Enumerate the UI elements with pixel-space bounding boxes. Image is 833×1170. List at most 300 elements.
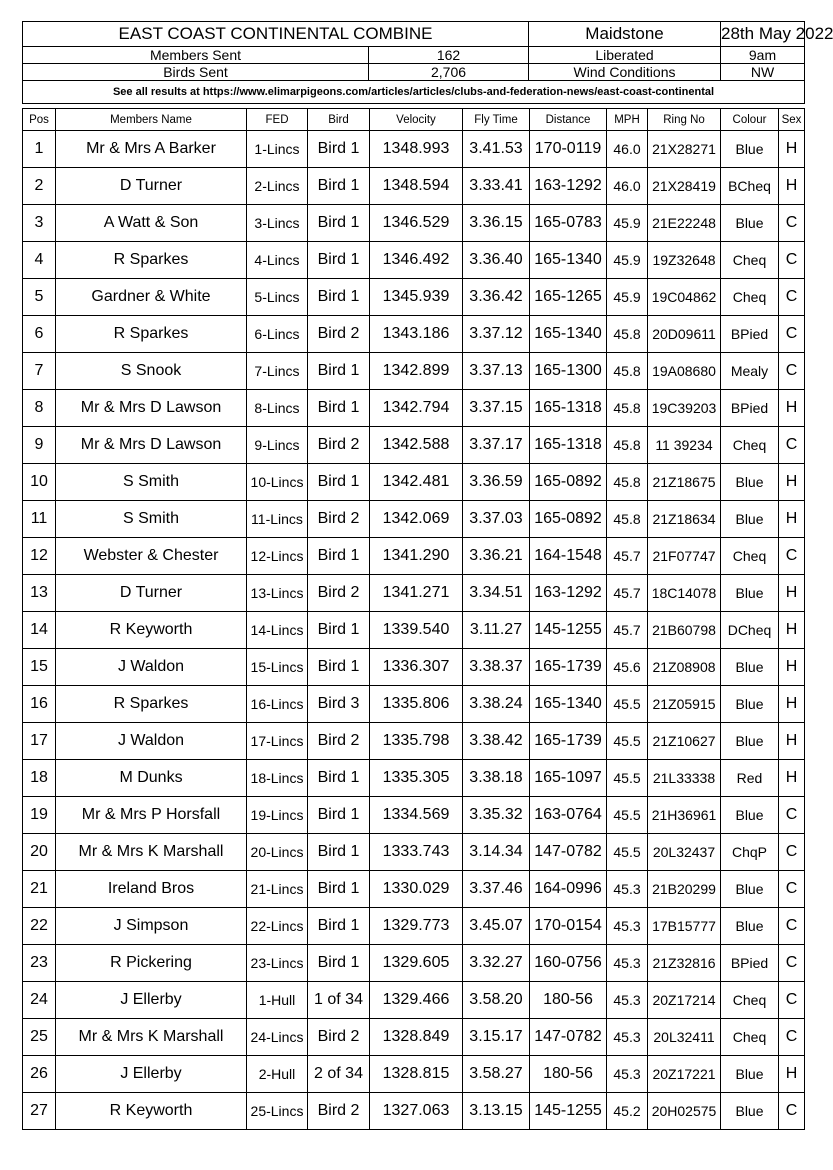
cell-fly-time: 3.38.18 <box>463 760 530 797</box>
cell-fly-time: 3.36.21 <box>463 538 530 575</box>
cell-pos: 14 <box>23 612 56 649</box>
cell-fed: 14-Lincs <box>247 612 308 649</box>
cell-fed: 23-Lincs <box>247 945 308 982</box>
cell-distance: 165-1300 <box>530 353 607 390</box>
cell-mph: 45.7 <box>607 612 648 649</box>
cell-fed: 7-Lincs <box>247 353 308 390</box>
cell-distance: 165-0892 <box>530 501 607 538</box>
cell-pos: 15 <box>23 649 56 686</box>
cell-colour: Red <box>721 760 779 797</box>
cell-bird: 1 of 34 <box>308 982 370 1019</box>
cell-members-name: R Sparkes <box>56 242 247 279</box>
column-header-pos: Pos <box>23 109 56 131</box>
cell-mph: 46.0 <box>607 131 648 168</box>
cell-velocity: 1339.540 <box>370 612 463 649</box>
cell-sex: H <box>779 723 805 760</box>
cell-fly-time: 3.37.15 <box>463 390 530 427</box>
cell-members-name: Mr & Mrs D Lawson <box>56 390 247 427</box>
cell-distance: 163-0764 <box>530 797 607 834</box>
cell-pos: 13 <box>23 575 56 612</box>
cell-velocity: 1334.569 <box>370 797 463 834</box>
members-sent-label: Members Sent <box>23 47 369 64</box>
cell-velocity: 1345.939 <box>370 279 463 316</box>
cell-ring-no: 21F07747 <box>648 538 721 575</box>
cell-distance: 165-1265 <box>530 279 607 316</box>
cell-bird: 2 of 34 <box>308 1056 370 1093</box>
cell-fed: 5-Lincs <box>247 279 308 316</box>
cell-colour: Blue <box>721 1093 779 1130</box>
cell-members-name: J Waldon <box>56 649 247 686</box>
cell-bird: Bird 2 <box>308 316 370 353</box>
combine-title: EAST COAST CONTINENTAL COMBINE <box>23 22 529 47</box>
cell-members-name: S Snook <box>56 353 247 390</box>
cell-bird: Bird 1 <box>308 353 370 390</box>
cell-bird: Bird 1 <box>308 797 370 834</box>
cell-bird: Bird 1 <box>308 649 370 686</box>
cell-fly-time: 3.32.27 <box>463 945 530 982</box>
cell-pos: 18 <box>23 760 56 797</box>
cell-pos: 10 <box>23 464 56 501</box>
cell-distance: 180-56 <box>530 982 607 1019</box>
table-row <box>23 464 805 501</box>
cell-ring-no: 21B60798 <box>648 612 721 649</box>
cell-sex: H <box>779 686 805 723</box>
cell-ring-no: 17B15777 <box>648 908 721 945</box>
cell-mph: 45.5 <box>607 723 648 760</box>
cell-distance: 160-0756 <box>530 945 607 982</box>
cell-ring-no: 19A08680 <box>648 353 721 390</box>
cell-members-name: R Keyworth <box>56 1093 247 1130</box>
cell-colour: DCheq <box>721 612 779 649</box>
cell-distance: 165-1340 <box>530 316 607 353</box>
cell-distance: 147-0782 <box>530 1019 607 1056</box>
column-header-members-name: Members Name <box>56 109 247 131</box>
cell-sex: C <box>779 908 805 945</box>
cell-ring-no: 20L32411 <box>648 1019 721 1056</box>
cell-sex: C <box>779 1019 805 1056</box>
cell-fly-time: 3.34.51 <box>463 575 530 612</box>
cell-colour: Blue <box>721 501 779 538</box>
cell-fly-time: 3.37.46 <box>463 871 530 908</box>
table-row <box>23 797 805 834</box>
cell-mph: 45.9 <box>607 279 648 316</box>
cell-bird: Bird 1 <box>308 908 370 945</box>
cell-fly-time: 3.36.42 <box>463 279 530 316</box>
cell-members-name: J Simpson <box>56 908 247 945</box>
cell-colour: Cheq <box>721 538 779 575</box>
cell-velocity: 1336.307 <box>370 649 463 686</box>
cell-velocity: 1342.899 <box>370 353 463 390</box>
table-row <box>23 316 805 353</box>
cell-sex: C <box>779 797 805 834</box>
cell-fly-time: 3.11.27 <box>463 612 530 649</box>
cell-velocity: 1329.466 <box>370 982 463 1019</box>
cell-members-name: J Ellerby <box>56 1056 247 1093</box>
cell-velocity: 1329.773 <box>370 908 463 945</box>
cell-bird: Bird 1 <box>308 538 370 575</box>
cell-fly-time: 3.38.42 <box>463 723 530 760</box>
table-row <box>23 760 805 797</box>
cell-ring-no: 20D09611 <box>648 316 721 353</box>
cell-fed: 22-Lincs <box>247 908 308 945</box>
cell-pos: 7 <box>23 353 56 390</box>
cell-ring-no: 21Z18634 <box>648 501 721 538</box>
cell-sex: C <box>779 242 805 279</box>
liberated-value: 9am <box>721 47 805 64</box>
cell-fly-time: 3.37.13 <box>463 353 530 390</box>
cell-pos: 19 <box>23 797 56 834</box>
cell-fed: 24-Lincs <box>247 1019 308 1056</box>
table-row <box>23 427 805 464</box>
cell-distance: 165-1739 <box>530 723 607 760</box>
cell-fly-time: 3.36.59 <box>463 464 530 501</box>
cell-fly-time: 3.58.20 <box>463 982 530 1019</box>
table-row <box>23 723 805 760</box>
cell-members-name: Mr & Mrs A Barker <box>56 131 247 168</box>
cell-fly-time: 3.58.27 <box>463 1056 530 1093</box>
table-row <box>23 871 805 908</box>
cell-members-name: Ireland Bros <box>56 871 247 908</box>
cell-sex: H <box>779 760 805 797</box>
cell-sex: H <box>779 649 805 686</box>
column-header-distance: Distance <box>530 109 607 131</box>
cell-sex: C <box>779 205 805 242</box>
column-header-ring-no: Ring No <box>648 109 721 131</box>
cell-pos: 22 <box>23 908 56 945</box>
cell-bird: Bird 1 <box>308 390 370 427</box>
cell-fly-time: 3.15.17 <box>463 1019 530 1056</box>
wind-conditions-label: Wind Conditions <box>529 64 721 81</box>
table-row <box>23 205 805 242</box>
cell-bird: Bird 1 <box>308 834 370 871</box>
cell-velocity: 1341.290 <box>370 538 463 575</box>
cell-mph: 45.5 <box>607 686 648 723</box>
cell-velocity: 1341.271 <box>370 575 463 612</box>
cell-bird: Bird 2 <box>308 723 370 760</box>
cell-fed: 6-Lincs <box>247 316 308 353</box>
race-header-table <box>22 21 833 104</box>
table-row <box>23 1019 805 1056</box>
cell-velocity: 1346.529 <box>370 205 463 242</box>
cell-fly-time: 3.14.34 <box>463 834 530 871</box>
cell-velocity: 1342.588 <box>370 427 463 464</box>
cell-sex: C <box>779 538 805 575</box>
cell-fed: 15-Lincs <box>247 649 308 686</box>
cell-fly-time: 3.36.15 <box>463 205 530 242</box>
cell-pos: 6 <box>23 316 56 353</box>
cell-colour: ChqP <box>721 834 779 871</box>
cell-velocity: 1348.993 <box>370 131 463 168</box>
cell-ring-no: 21Z18675 <box>648 464 721 501</box>
cell-mph: 45.2 <box>607 1093 648 1130</box>
results-link-text: See all results at https://www.elimarpigeons.com/articles/articles/clubs-and-federation-news/east-coast-continental <box>23 81 805 104</box>
cell-ring-no: 19C39203 <box>648 390 721 427</box>
cell-bird: Bird 1 <box>308 279 370 316</box>
cell-pos: 27 <box>23 1093 56 1130</box>
cell-distance: 165-0783 <box>530 205 607 242</box>
race-date: 28th May 2022 <box>721 22 805 47</box>
cell-bird: Bird 3 <box>308 686 370 723</box>
cell-colour: BPied <box>721 945 779 982</box>
table-row <box>23 686 805 723</box>
cell-distance: 145-1255 <box>530 612 607 649</box>
cell-distance: 164-1548 <box>530 538 607 575</box>
table-row <box>23 834 805 871</box>
cell-distance: 165-1340 <box>530 242 607 279</box>
cell-bird: Bird 1 <box>308 464 370 501</box>
cell-bird: Bird 2 <box>308 501 370 538</box>
cell-fed: 13-Lincs <box>247 575 308 612</box>
cell-pos: 1 <box>23 131 56 168</box>
cell-colour: BPied <box>721 390 779 427</box>
cell-colour: Blue <box>721 908 779 945</box>
cell-sex: H <box>779 612 805 649</box>
cell-fly-time: 3.37.12 <box>463 316 530 353</box>
cell-sex: C <box>779 871 805 908</box>
cell-bird: Bird 2 <box>308 1019 370 1056</box>
cell-mph: 45.8 <box>607 464 648 501</box>
cell-velocity: 1330.029 <box>370 871 463 908</box>
cell-fly-time: 3.37.17 <box>463 427 530 464</box>
cell-bird: Bird 2 <box>308 575 370 612</box>
cell-members-name: J Waldon <box>56 723 247 760</box>
table-row <box>23 1093 805 1130</box>
cell-pos: 9 <box>23 427 56 464</box>
column-header-fed: FED <box>247 109 308 131</box>
cell-ring-no: 20H02575 <box>648 1093 721 1130</box>
cell-fed: 18-Lincs <box>247 760 308 797</box>
cell-distance: 165-0892 <box>530 464 607 501</box>
cell-colour: Cheq <box>721 242 779 279</box>
cell-ring-no: 19Z32648 <box>648 242 721 279</box>
cell-mph: 45.3 <box>607 871 648 908</box>
cell-sex: H <box>779 131 805 168</box>
cell-members-name: M Dunks <box>56 760 247 797</box>
table-row <box>23 279 805 316</box>
cell-members-name: S Smith <box>56 501 247 538</box>
cell-ring-no: 20L32437 <box>648 834 721 871</box>
cell-pos: 5 <box>23 279 56 316</box>
cell-mph: 45.5 <box>607 797 648 834</box>
cell-members-name: J Ellerby <box>56 982 247 1019</box>
cell-distance: 165-1097 <box>530 760 607 797</box>
cell-sex: C <box>779 1093 805 1130</box>
table-row <box>23 353 805 390</box>
cell-fly-time: 3.33.41 <box>463 168 530 205</box>
table-row <box>23 908 805 945</box>
cell-mph: 45.7 <box>607 538 648 575</box>
column-header-mph: MPH <box>607 109 648 131</box>
cell-bird: Bird 1 <box>308 168 370 205</box>
table-row <box>23 1056 805 1093</box>
cell-ring-no: 21B20299 <box>648 871 721 908</box>
cell-ring-no: 21Z08908 <box>648 649 721 686</box>
cell-fed: 21-Lincs <box>247 871 308 908</box>
cell-pos: 12 <box>23 538 56 575</box>
table-row <box>23 242 805 279</box>
cell-sex: H <box>779 168 805 205</box>
cell-fed: 25-Lincs <box>247 1093 308 1130</box>
members-sent-value: 162 <box>369 47 529 64</box>
table-row <box>23 390 805 427</box>
cell-colour: Cheq <box>721 427 779 464</box>
cell-mph: 45.8 <box>607 353 648 390</box>
cell-bird: Bird 1 <box>308 871 370 908</box>
liberated-label: Liberated <box>529 47 721 64</box>
cell-fed: 1-Lincs <box>247 131 308 168</box>
birds-sent-value: 2,706 <box>369 64 529 81</box>
cell-fed: 4-Lincs <box>247 242 308 279</box>
cell-members-name: Mr & Mrs K Marshall <box>56 1019 247 1056</box>
cell-sex: H <box>779 501 805 538</box>
table-row <box>23 168 805 205</box>
cell-pos: 11 <box>23 501 56 538</box>
cell-fly-time: 3.36.40 <box>463 242 530 279</box>
cell-distance: 170-0119 <box>530 131 607 168</box>
cell-members-name: Webster & Chester <box>56 538 247 575</box>
cell-pos: 3 <box>23 205 56 242</box>
cell-velocity: 1327.063 <box>370 1093 463 1130</box>
cell-pos: 26 <box>23 1056 56 1093</box>
cell-ring-no: 21H36961 <box>648 797 721 834</box>
cell-colour: Blue <box>721 131 779 168</box>
cell-members-name: D Turner <box>56 575 247 612</box>
cell-mph: 45.9 <box>607 242 648 279</box>
cell-mph: 45.8 <box>607 427 648 464</box>
table-row <box>23 538 805 575</box>
cell-pos: 24 <box>23 982 56 1019</box>
cell-distance: 147-0782 <box>530 834 607 871</box>
cell-distance: 165-1340 <box>530 686 607 723</box>
cell-sex: C <box>779 945 805 982</box>
cell-colour: Blue <box>721 1056 779 1093</box>
wind-conditions-value: NW <box>721 64 805 81</box>
cell-pos: 21 <box>23 871 56 908</box>
cell-ring-no: 21X28271 <box>648 131 721 168</box>
cell-pos: 23 <box>23 945 56 982</box>
cell-velocity: 1335.806 <box>370 686 463 723</box>
cell-mph: 45.5 <box>607 834 648 871</box>
column-header-sex: Sex <box>779 109 805 131</box>
cell-velocity: 1328.815 <box>370 1056 463 1093</box>
cell-members-name: R Keyworth <box>56 612 247 649</box>
cell-members-name: A Watt & Son <box>56 205 247 242</box>
cell-fed: 20-Lincs <box>247 834 308 871</box>
cell-distance: 165-1739 <box>530 649 607 686</box>
cell-colour: BPied <box>721 316 779 353</box>
table-row <box>23 649 805 686</box>
cell-mph: 45.3 <box>607 982 648 1019</box>
cell-fed: 8-Lincs <box>247 390 308 427</box>
cell-pos: 20 <box>23 834 56 871</box>
cell-colour: Blue <box>721 797 779 834</box>
cell-velocity: 1342.069 <box>370 501 463 538</box>
cell-colour: BCheq <box>721 168 779 205</box>
cell-ring-no: 11 39234 <box>648 427 721 464</box>
cell-fly-time: 3.37.03 <box>463 501 530 538</box>
cell-members-name: D Turner <box>56 168 247 205</box>
cell-fly-time: 3.38.24 <box>463 686 530 723</box>
cell-fed: 17-Lincs <box>247 723 308 760</box>
cell-fly-time: 3.38.37 <box>463 649 530 686</box>
cell-ring-no: 21X28419 <box>648 168 721 205</box>
cell-sex: H <box>779 575 805 612</box>
cell-pos: 17 <box>23 723 56 760</box>
cell-ring-no: 18C14078 <box>648 575 721 612</box>
cell-velocity: 1346.492 <box>370 242 463 279</box>
column-header-colour: Colour <box>721 109 779 131</box>
cell-distance: 165-1318 <box>530 427 607 464</box>
cell-velocity: 1335.798 <box>370 723 463 760</box>
cell-fly-time: 3.41.53 <box>463 131 530 168</box>
cell-ring-no: 19C04862 <box>648 279 721 316</box>
cell-sex: C <box>779 834 805 871</box>
cell-sex: H <box>779 1056 805 1093</box>
cell-ring-no: 21L33338 <box>648 760 721 797</box>
cell-fed: 11-Lincs <box>247 501 308 538</box>
cell-colour: Cheq <box>721 982 779 1019</box>
cell-members-name: Mr & Mrs K Marshall <box>56 834 247 871</box>
cell-mph: 45.8 <box>607 501 648 538</box>
cell-velocity: 1342.794 <box>370 390 463 427</box>
cell-colour: Cheq <box>721 279 779 316</box>
cell-velocity: 1329.605 <box>370 945 463 982</box>
cell-fed: 1-Hull <box>247 982 308 1019</box>
cell-fly-time: 3.45.07 <box>463 908 530 945</box>
cell-sex: C <box>779 427 805 464</box>
cell-mph: 45.3 <box>607 1019 648 1056</box>
cell-members-name: R Sparkes <box>56 686 247 723</box>
cell-ring-no: 21Z05915 <box>648 686 721 723</box>
cell-bird: Bird 1 <box>308 760 370 797</box>
table-row <box>23 575 805 612</box>
cell-velocity: 1343.186 <box>370 316 463 353</box>
cell-fed: 9-Lincs <box>247 427 308 464</box>
cell-bird: Bird 1 <box>308 205 370 242</box>
column-header-bird: Bird <box>308 109 370 131</box>
cell-pos: 8 <box>23 390 56 427</box>
table-row <box>23 131 805 168</box>
cell-fed: 10-Lincs <box>247 464 308 501</box>
cell-fed: 12-Lincs <box>247 538 308 575</box>
cell-fed: 2-Hull <box>247 1056 308 1093</box>
cell-ring-no: 21Z32816 <box>648 945 721 982</box>
cell-sex: C <box>779 279 805 316</box>
cell-fed: 16-Lincs <box>247 686 308 723</box>
cell-colour: Blue <box>721 575 779 612</box>
cell-distance: 145-1255 <box>530 1093 607 1130</box>
cell-colour: Blue <box>721 686 779 723</box>
cell-sex: H <box>779 464 805 501</box>
cell-sex: H <box>779 390 805 427</box>
cell-mph: 45.3 <box>607 945 648 982</box>
cell-pos: 16 <box>23 686 56 723</box>
cell-velocity: 1328.849 <box>370 1019 463 1056</box>
cell-fed: 3-Lincs <box>247 205 308 242</box>
cell-pos: 4 <box>23 242 56 279</box>
cell-velocity: 1335.305 <box>370 760 463 797</box>
table-row <box>23 501 805 538</box>
cell-colour: Blue <box>721 464 779 501</box>
cell-velocity: 1333.743 <box>370 834 463 871</box>
cell-members-name: R Sparkes <box>56 316 247 353</box>
cell-sex: C <box>779 353 805 390</box>
cell-bird: Bird 1 <box>308 612 370 649</box>
cell-distance: 170-0154 <box>530 908 607 945</box>
cell-bird: Bird 2 <box>308 1093 370 1130</box>
results-table <box>22 108 805 1130</box>
cell-velocity: 1342.481 <box>370 464 463 501</box>
